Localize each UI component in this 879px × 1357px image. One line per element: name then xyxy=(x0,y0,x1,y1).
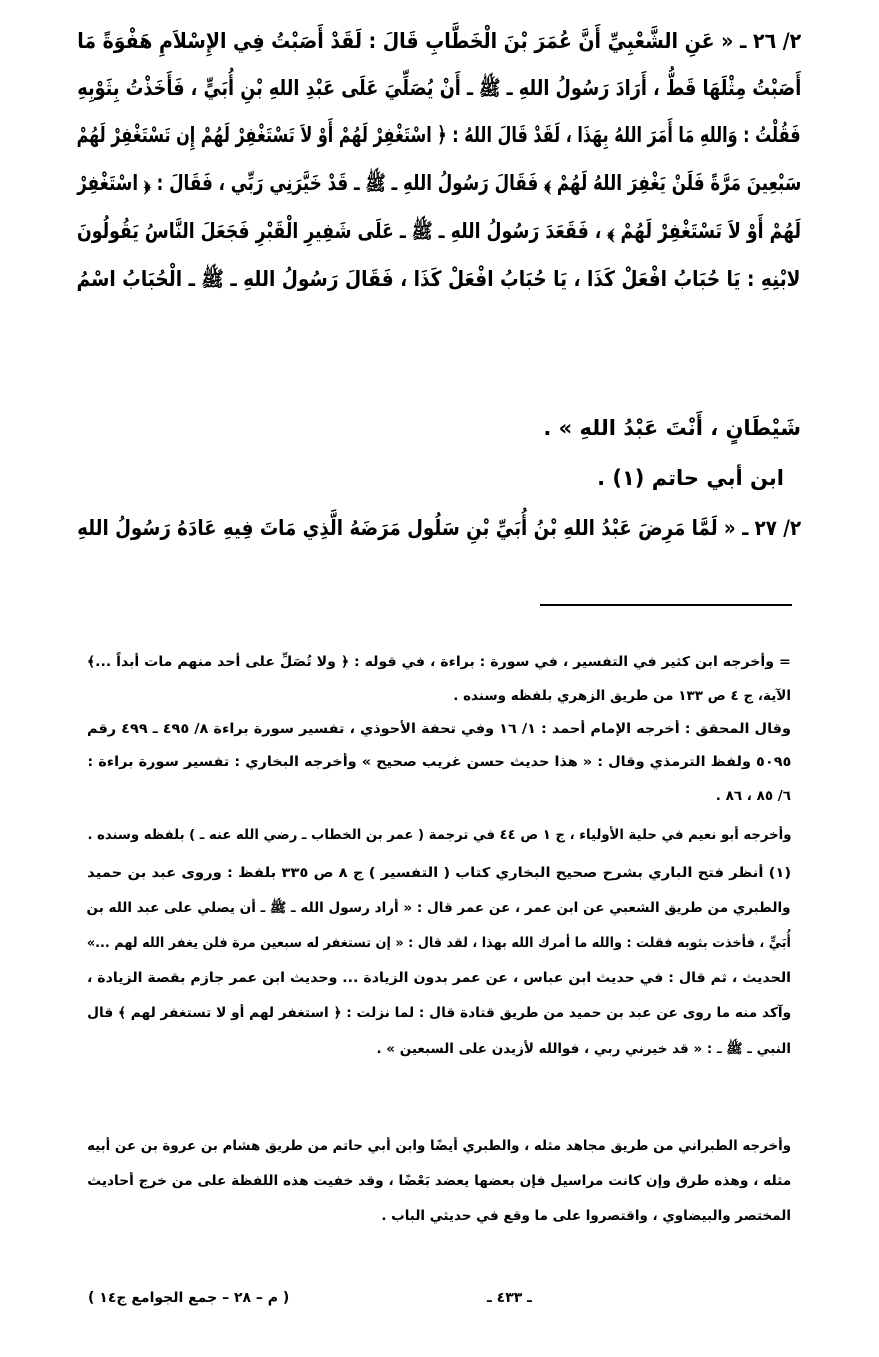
line-text: شَيْطَانٍ ، أَنْتَ عَبْدُ اللهِ » . xyxy=(543,416,801,440)
footnote-line xyxy=(87,897,791,919)
footnote-line xyxy=(87,718,791,740)
footnote-text: الحديث ، ثم قال : في حديث ابن عباس ، عن عمر بدون الزيادة ... وحديث ابن عمر جازم بقصة الزيادة ، xyxy=(87,970,791,986)
footnote-text: والطبري من طريق الشعبي عن ابن عمر ، عن عمر قال : « أراد رسول الله ـ ﷺ ـ أن يصلي على عبد الله بن xyxy=(87,900,791,916)
footnote-line xyxy=(87,1038,791,1060)
footnote-line xyxy=(87,1205,791,1227)
main-text-line xyxy=(77,264,801,294)
footnote-text: = وأخرجه ابن كثير في التفسير ، في سورة : براءة ، في قوله : ﴿ ولا تُصَلِّ على أحد منهم مات أبداً ...﴾ xyxy=(87,654,791,670)
main-text-line xyxy=(77,168,801,198)
footnote-text: الآية، ج ٤ ص ١٣٣ من طريق الزهري بلفظه وسنده . xyxy=(453,688,791,704)
line-text: ٢/ ٢٦ ـ « عَنِ الشَّعْبِيِّ أَنَّ عُمَرَ بْنَ الْخَطَّابِ قَالَ : لَقَدْ أَصَبْتُ فِي الإِسْلاَمِ هَفْوَةً مَا xyxy=(77,29,801,53)
footnote-text: وأخرجه الطبراني من طريق مجاهد مثله ، والطبري أيضًا وابن أبي حاتم من طريق هشام بن عروة بن عن أبيه xyxy=(87,1138,791,1154)
main-text-line xyxy=(77,26,801,56)
footnote-text: المختصر والبيضاوي ، واقتصروا على ما وقع في حديثي الباب . xyxy=(381,1208,791,1224)
line-text: فَقُلْتُ : وَاللهِ مَا أَمَرَ اللهُ بِهَذَا ، لَقَدْ قَالَ اللهُ : ﴿ اسْتَغْفِرْ لَهُمْ أَوْ لاَ تَسْتَغْفِرْ لَهُمْ إِن تَسْتَغْفِرْ لَهُمْ xyxy=(77,123,801,147)
footnote-text: النبي ـ ﷺ ـ : « قد خيرني ربي ، فوالله لأزيدن على السبعين » . xyxy=(376,1041,791,1057)
signature-mark: ( م – ٢٨ – جمع الجوامع ج١٤ ) xyxy=(88,1290,290,1306)
footnote-line xyxy=(87,751,791,773)
footnote-line xyxy=(87,685,791,707)
footnote-text: وقال المحقق : أخرجه الإمام أحمد : ١/ ١٦ وفي تحفة الأحوذي ، تفسير سورة براءة ٨/ ٤٩٥ ـ ٤٩٩ رقم xyxy=(87,721,791,737)
footnote-separator xyxy=(540,604,792,606)
footnote-line xyxy=(87,967,791,989)
main-text-line xyxy=(77,413,801,443)
footnote-text: ٥٠٩٥ ولفظ الترمذي وقال : « هذا حديث حسن غريب صحيح » وأخرجه البخاري : تفسير سورة براءة : xyxy=(87,754,791,770)
footnote-line xyxy=(87,785,791,807)
line-text: سَبْعِينَ مَرَّةً فَلَنْ يَغْفِرَ اللهُ لَهُمْ ﴾ فَقَالَ رَسُولُ اللهِ ـ ﷺ ـ قَدْ خَيَّرَنِي رَبِّي ، فَقَالَ : ﴿ اسْتَغْفِرْ xyxy=(77,171,801,195)
footnote-line xyxy=(87,1002,791,1024)
footnote-text: ٦/ ٨٥ ، ٨٦ . xyxy=(715,788,791,804)
footnote-line xyxy=(87,1170,791,1192)
footnote-line xyxy=(87,932,791,954)
footnote-text: (١) أنظر فتح الباري بشرح صحيح البخاري كتاب ( التفسير ) ج ٨ ص ٣٣٥ بلفظ : وروى عبد بن حميد xyxy=(86,865,791,881)
main-text-line xyxy=(77,120,801,150)
line-text: لَهُمْ أَوْ لاَ تَسْتَغْفِرْ لَهُمْ ﴾ ، فَقَعَدَ رَسُولُ اللهِ ـ ﷺ ـ عَلَى شَفِيرِ الْقَبْرِ فَجَعَلَ النَّاسُ يَقُولُونَ xyxy=(77,219,801,243)
footnote-line xyxy=(87,651,791,673)
line-text: ٢/ ٢٧ ـ « لَمَّا مَرِضَ عَبْدُ اللهِ بْنُ أُبَيِّ بْنِ سَلُول مَرَضَهُ الَّذِي مَاتَ فِيهِ عَادَهُ رَسُولُ اللهِ xyxy=(77,516,801,540)
page-number: ـ ٤٣٣ ـ xyxy=(487,1290,532,1306)
footnote-text: أُبَيٍّ ، فأخذت بثوبه فقلت : والله ما أمرك الله بهذا ، لقد قال : « إن تستغفر له سبعين مرة فلن يغفر الله لهم ...» xyxy=(87,935,791,951)
footnote-line xyxy=(87,862,791,884)
line-text: أَصَبْتُ مِثْلَهَا قَطُّ ، أَرَادَ رَسُولُ اللهِ ـ ﷺ ـ أَنْ يُصَلِّيَ عَلَى عَبْدِ اللهِ بْنِ أُبَيٍّ ، فَأَخَذْتُ بِثَوْبِهِ xyxy=(77,76,801,100)
footnote-text: وأخرجه أبو نعيم في حلية الأولياء ، ج ١ ص ٤٤ في ترجمة ( عمر بن الخطاب ـ رضي الله عنه ـ ) بلفظه وسنده . xyxy=(87,827,791,843)
main-text-line xyxy=(77,73,801,103)
line-text: لابْنِهِ : يَا حُبَابُ افْعَلْ كَذَا ، يَا حُبَابُ افْعَلْ كَذَا ، فَقَالَ رَسُولُ اللهِ ـ ﷺ ـ الْحُبَابُ اسْمُ xyxy=(77,267,801,291)
footnote-text: وآكد منه ما روى عن عبد بن حميد من طريق قتادة قال : لما نزلت : ﴿ استغفر لهم أو لا تستغفر لهم ﴾ قال xyxy=(86,1005,791,1021)
footnote-line xyxy=(87,824,791,846)
hadith-source xyxy=(60,463,784,493)
main-text-line xyxy=(77,216,801,246)
main-text-line xyxy=(77,513,801,543)
footnote-line xyxy=(87,1135,791,1157)
source-text: ابن أبي حاتم (١) . xyxy=(597,466,784,490)
footnote-text: مثله ، وهذه طرق وإن كانت مراسيل فإن بعضها يعضد بَعْضًا ، وقد خفيت هذه اللفظة على من خرج أحاديث xyxy=(87,1173,791,1189)
